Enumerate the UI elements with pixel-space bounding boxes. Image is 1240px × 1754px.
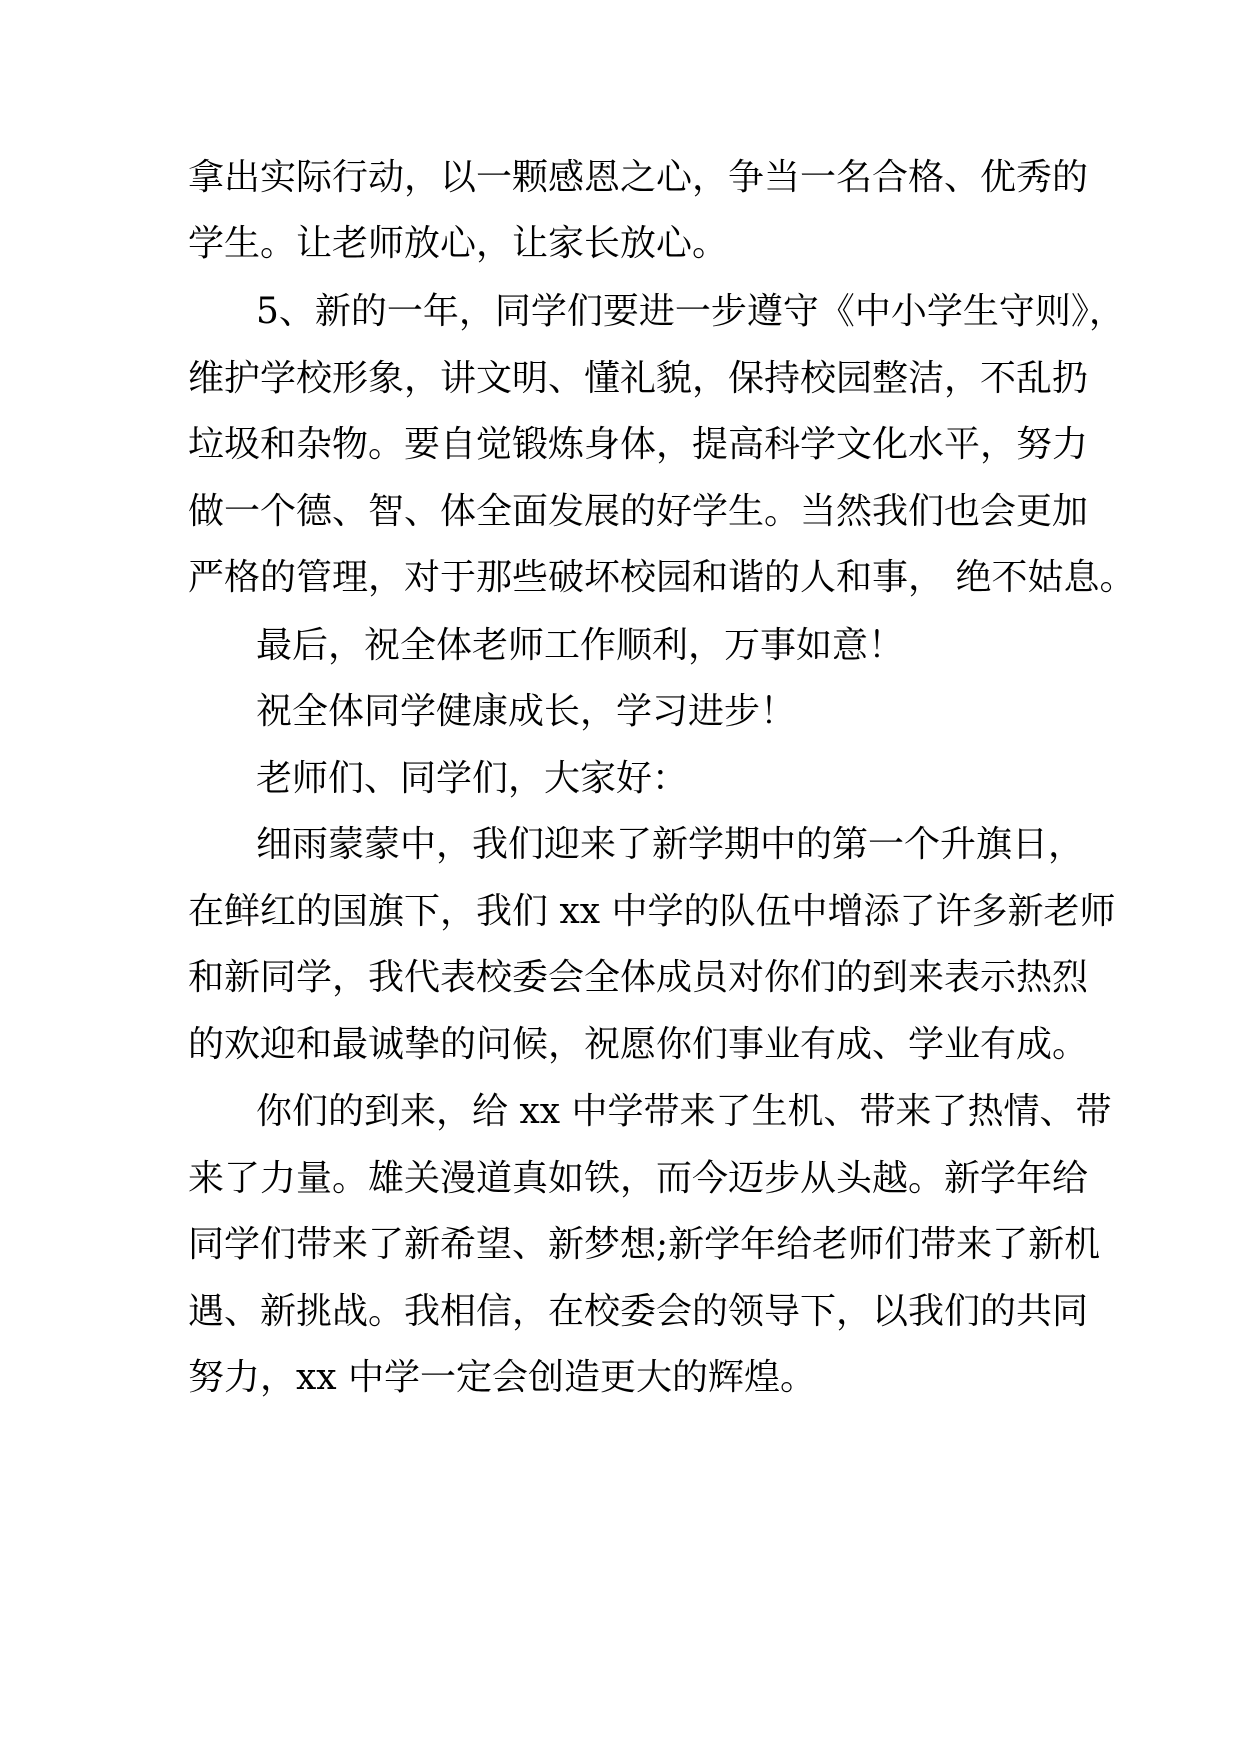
text-line: 做一个德、智、体全面发展的好学生。当然我们也会更加 [188, 491, 1089, 532]
text-line: 细雨蒙蒙中，我们迎来了新学期中的第一个升旗日， [256, 824, 1085, 865]
text-line: 在鲜红的国旗下，我们 xx 中学的队伍中增添了许多新老师 [188, 891, 1116, 932]
text-line: 的欢迎和最诚挚的问候，祝愿你们事业有成、学业有成。 [188, 1024, 1089, 1065]
text-line: 努力，xx 中学一定会创造更大的辉煌。 [188, 1357, 817, 1398]
text-line: 同学们带来了新希望、新梦想;新学年给老师们带来了新机 [188, 1224, 1101, 1265]
text-line: 和新同学，我代表校委会全体成员对你们的到来表示热烈 [188, 957, 1089, 998]
text-line: 垃圾和杂物。要自觉锻炼身体，提高科学文化水平，努力 [188, 424, 1089, 465]
text-line: 老师们、同学们，大家好： [256, 758, 689, 799]
text-line: 拿出实际行动，以一颗感恩之心，争当一名合格、优秀的 [188, 157, 1089, 198]
text-line: 最后，祝全体老师工作顺利，万事如意！ [256, 625, 905, 666]
text-line: 严格的管理，对于那些破坏校园和谐的人和事， 绝不姑息。 [188, 557, 1136, 598]
text-line: 来了力量。雄关漫道真如铁，而今迈步从头越。新学年给 [188, 1158, 1089, 1199]
text-line: 祝全体同学健康成长，学习进步！ [256, 691, 797, 732]
text-line: 你们的到来，给 xx 中学带来了生机、带来了热情、带 [256, 1091, 1112, 1132]
text-line: 遇、新挑战。我相信，在校委会的领导下，以我们的共同 [188, 1291, 1089, 1332]
text-line: 学生。让老师放心，让家长放心。 [188, 223, 729, 264]
text-line: 5、新的一年，同学们要进一步遵守《中小学生守则》， [256, 291, 1125, 332]
text-line: 维护学校形象，讲文明、懂礼貌，保持校园整洁，不乱扔 [188, 358, 1089, 399]
